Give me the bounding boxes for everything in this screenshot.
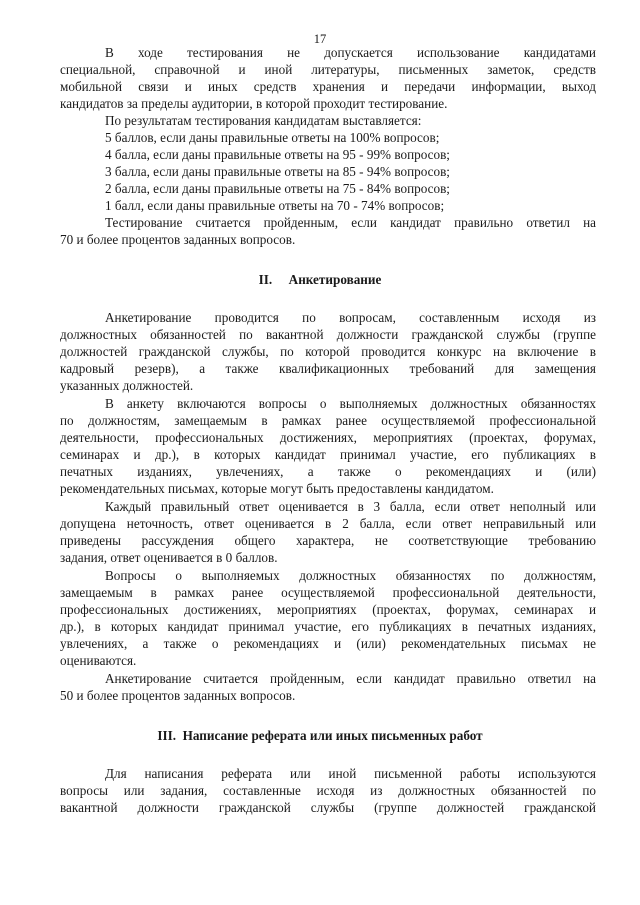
- text-line: мобильной связи и иных средств хранения и передачи информации, выход: [60, 79, 596, 94]
- text-line: В ходе тестирования не допускается использование кандидатами: [105, 45, 596, 60]
- text-line: вакантной должности гражданской службы (группе должностей гражданской: [60, 800, 596, 815]
- text-line: должностных обязанностей по вакантной должности гражданской службы (группе: [60, 327, 596, 342]
- score-item: 5 баллов, если даны правильные ответы на 100% вопросов;: [105, 130, 440, 145]
- text-line: рекомендательных письмах, которые могут быть предоставлены кандидатом.: [60, 481, 494, 496]
- score-item: 4 балла, если даны правильные ответы на 95 - 99% вопросов;: [105, 147, 450, 162]
- scores-intro: По результатам тестирования кандидатам выставляется:: [105, 113, 422, 128]
- text-line: В анкету включаются вопросы о выполняемых должностных обязанностях: [105, 396, 596, 411]
- text-line: Анкетирование считается пройденным, если кандидат правильно ответил на: [105, 671, 596, 686]
- score-item: 2 балла, если даны правильные ответы на 75 - 84% вопросов;: [105, 181, 450, 196]
- text-line: указанных должностей.: [60, 378, 194, 393]
- text-line: семинарах и др.), в которых кандидат принимал участие, его публикациях в: [60, 447, 596, 462]
- score-item: 3 балла, если даны правильные ответы на 85 - 94% вопросов;: [105, 164, 450, 179]
- text-line: задания, ответ оценивается в 0 баллов.: [60, 550, 278, 565]
- text-line: профессиональных достижениях, мероприятиях (проектах, форумах, семинарах и: [60, 602, 596, 617]
- text-line: оцениваются.: [60, 653, 137, 668]
- text-line: вопросы или задания, составленные исходя из должностных обязанностей по: [60, 783, 596, 798]
- text-line: специальной, справочной и иной литературы, письменных заметок, средств: [60, 62, 596, 77]
- text-line: кадровый резерв), а также квалификационных требований для замещения: [60, 361, 596, 376]
- text-line: кандидатов за пределы аудитории, в которой проходит тестирование.: [60, 96, 448, 111]
- text-line: Анкетирование проводится по вопросам, составленным исходя из: [105, 310, 596, 325]
- text-line: печатных изданиях, увлечениях, а также о рекомендациях и (или): [60, 464, 596, 479]
- text-line: замещаемым в рамках ранее осуществляемой профессиональной деятельности,: [60, 585, 596, 600]
- section-heading-3: III. Написание реферата или иных письменных работ: [157, 728, 483, 743]
- score-item: 1 балл, если даны правильные ответы на 70 - 74% вопросов;: [105, 198, 445, 213]
- text-line: должностей гражданской службы, по которой проводится конкурс на включение в: [60, 344, 596, 359]
- text-line: увлечениях, а также о рекомендациях и (или) рекомендательных письмах не: [60, 636, 596, 651]
- text-line: Тестирование считается пройденным, если кандидат правильно ответил на: [105, 215, 596, 230]
- text-line: Каждый правильный ответ оценивается в 3 балла, если ответ неполный или: [105, 499, 596, 514]
- text-line: Для написания реферата или иной письменной работы используются: [105, 766, 596, 781]
- text-line: 70 и более процентов заданных вопросов.: [60, 232, 296, 247]
- text-line: деятельности, профессиональных достижениях, мероприятиях (проектах, форумах,: [60, 430, 596, 445]
- text-line: приведены рассуждения общего характера, не соответствующие требованию: [60, 533, 596, 548]
- text-line: допущена неточность, ответ оценивается в 2 балла, если ответ неправильный или: [60, 516, 596, 531]
- text-line: по должностям, замещаемым в рамках ранее осуществляемой профессиональной: [60, 413, 596, 428]
- text-line: др.), в которых кандидат принимал участие, его публикациях в печатных изданиях,: [60, 619, 596, 634]
- section-heading-2: II. Анкетирование: [258, 272, 382, 287]
- text-line: 50 и более процентов заданных вопросов.: [60, 688, 296, 703]
- page-number: 17: [313, 32, 327, 46]
- text-line: Вопросы о выполняемых должностных обязанностях по должностям,: [105, 568, 596, 583]
